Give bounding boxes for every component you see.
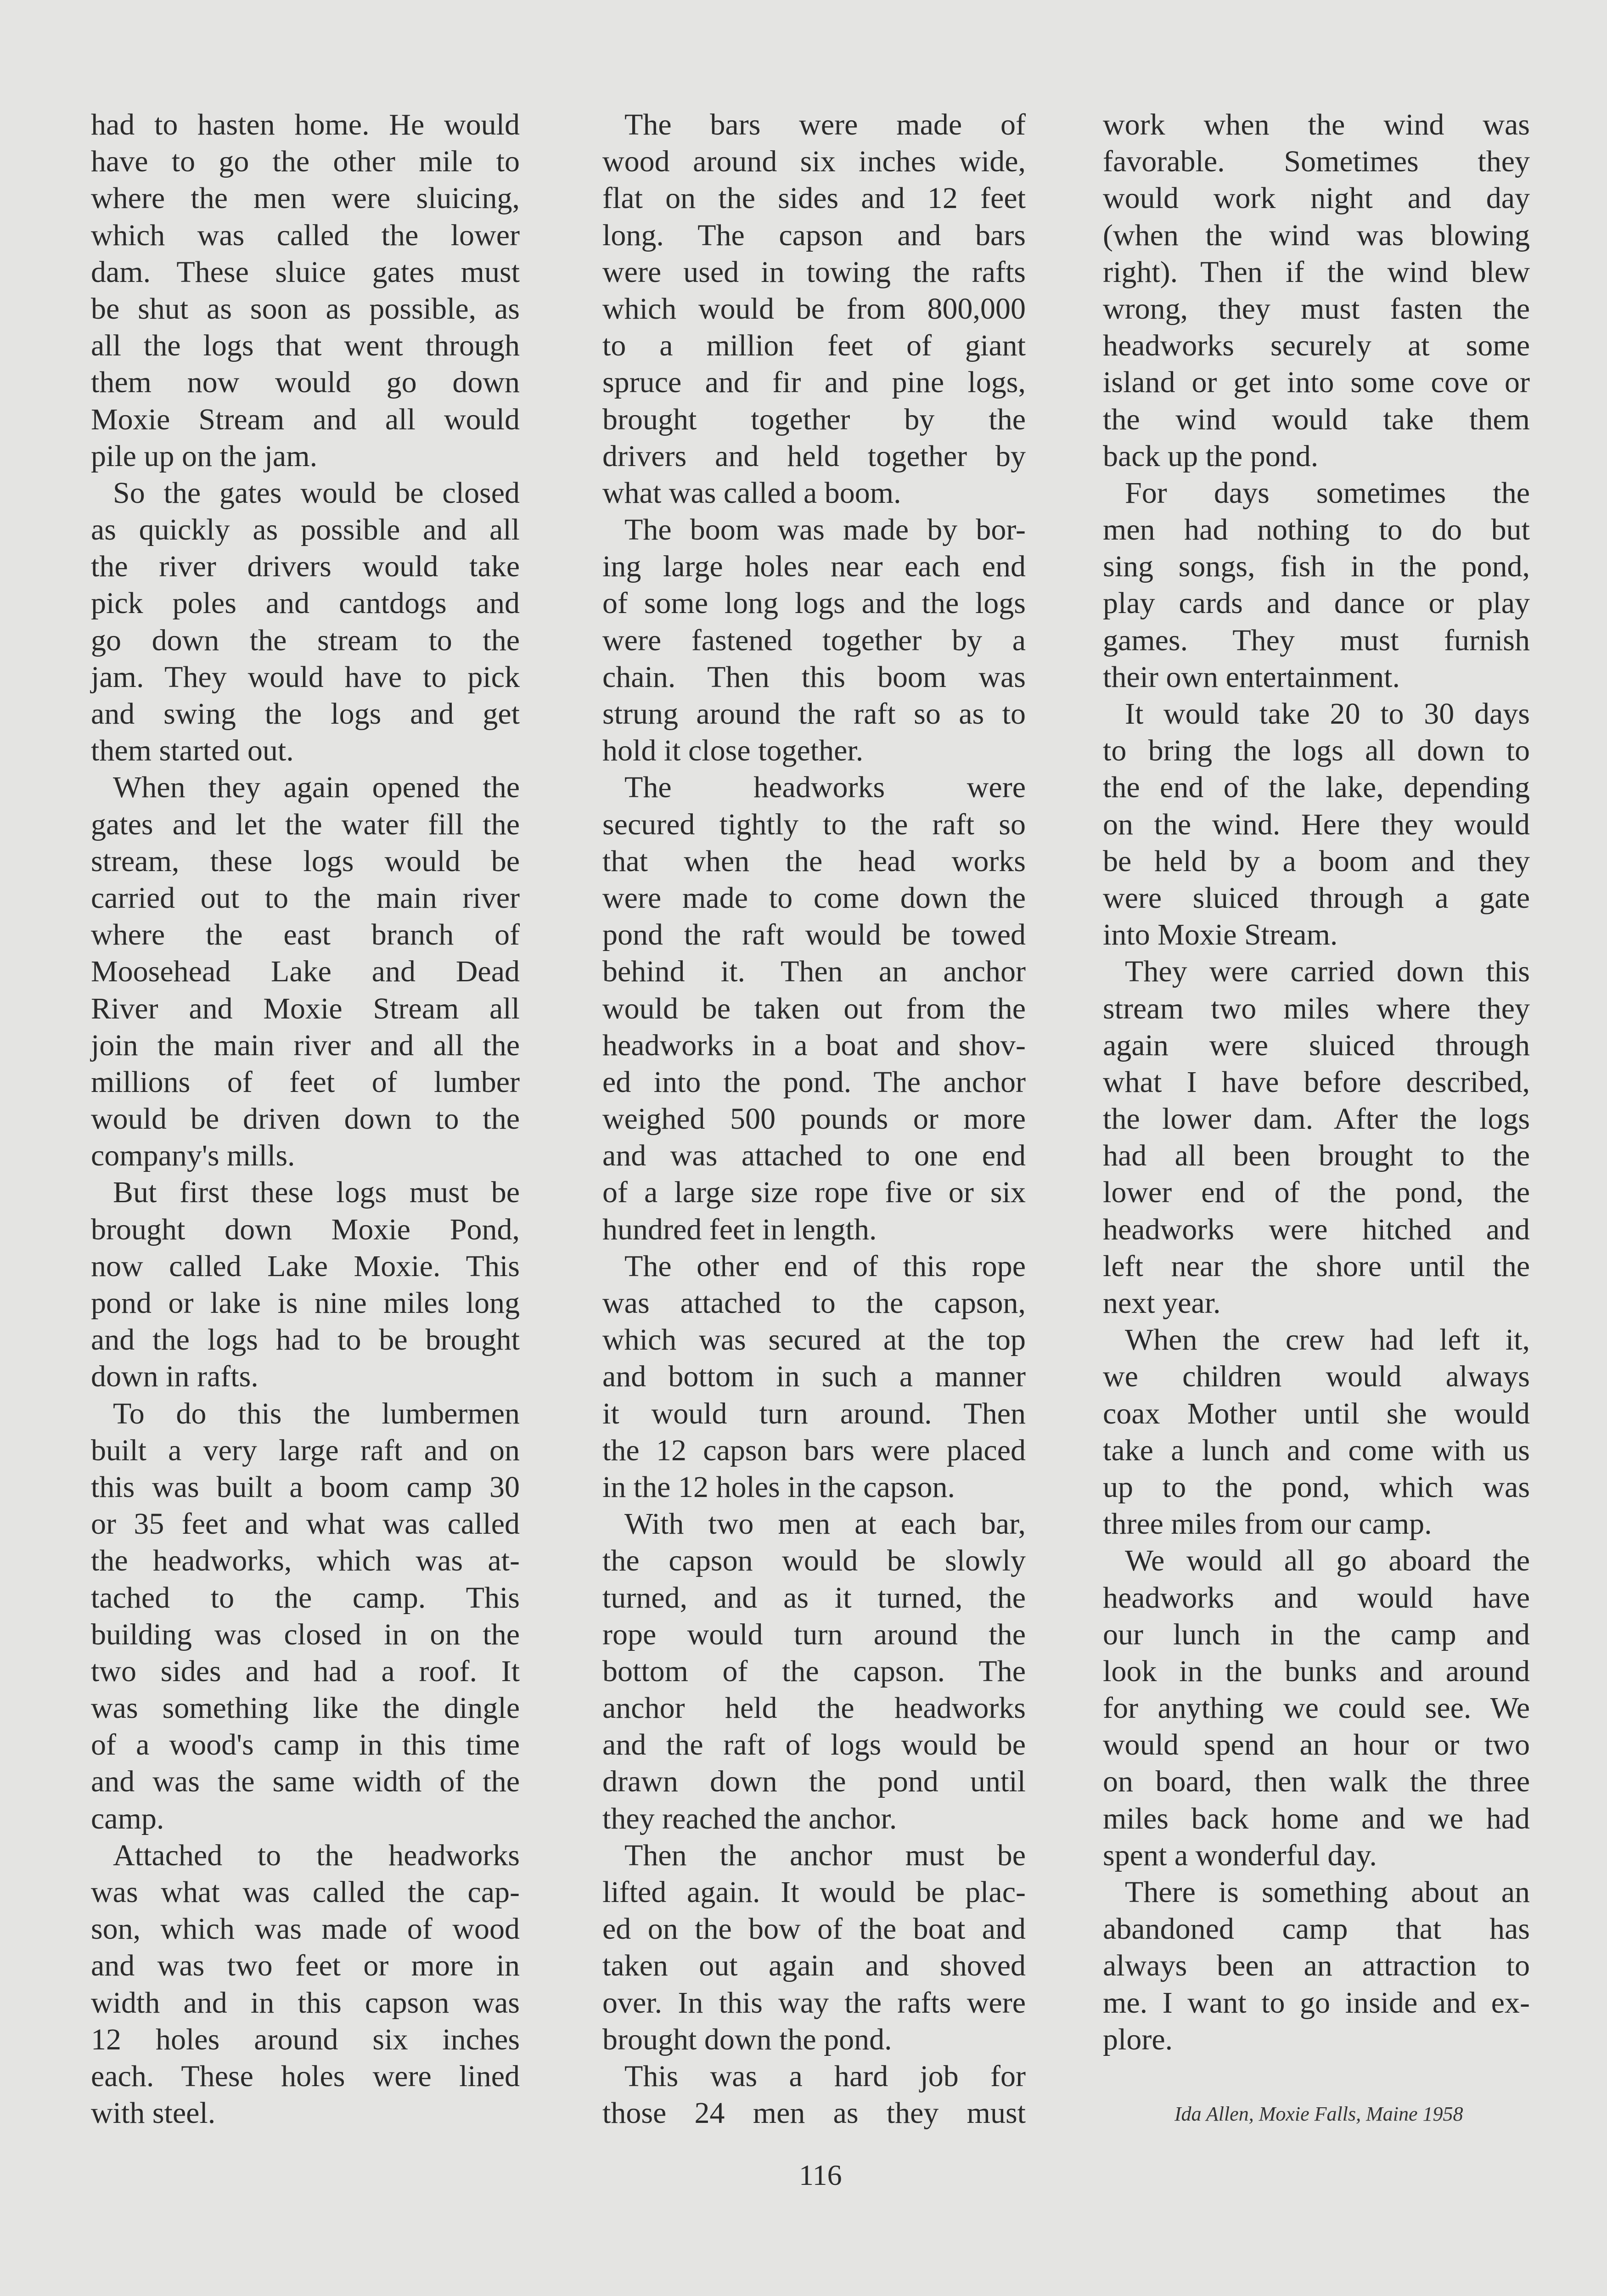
text-line: all the logs that went through (91, 329, 520, 363)
text-line: weighed 500 pounds or more (602, 1102, 1026, 1136)
text-line: me. I want to go inside and ex- (1103, 1986, 1530, 2020)
text-line: ed on the bow of the boat and (602, 1912, 1026, 1946)
text-line: right). Then if the wind blew (1103, 255, 1530, 289)
text-line: which was called the lower (91, 218, 520, 252)
text-line: This was a hard job for (624, 2059, 1026, 2093)
text-line: it would turn around. Then (602, 1396, 1026, 1430)
text-line: secured tightly to the raft so (602, 807, 1026, 841)
text-line: work when the wind was (1103, 108, 1530, 141)
text-line: company's mills. (91, 1139, 295, 1173)
text-line: To do this the lumbermen (113, 1396, 520, 1430)
text-line: There is something about an (1125, 1875, 1530, 1909)
text-line: of some long logs and the logs (602, 586, 1026, 620)
text-line: had to hasten home. He would (91, 108, 520, 141)
text-line: The other end of this rope (624, 1249, 1026, 1283)
text-line: It would take 20 to 30 days (1125, 697, 1530, 731)
text-line: brought down Moxie Pond, (91, 1212, 520, 1246)
text-line: turned, and as it turned, the (602, 1581, 1026, 1615)
text-line: had all been brought to the (1103, 1139, 1530, 1173)
text-line: The bars were made of (624, 108, 1026, 141)
text-line: pick poles and cantdogs and (91, 586, 520, 620)
text-line: So the gates would be closed (113, 476, 520, 510)
text-line: left near the shore until the (1103, 1249, 1530, 1283)
text-line: the wind would take them (1103, 402, 1530, 436)
text-line: was what was called the cap- (91, 1875, 520, 1909)
text-line: and was two feet or more in (91, 1949, 520, 1983)
text-line: We would all go aboard the (1125, 1544, 1530, 1578)
text-line: built a very large raft and on (91, 1433, 520, 1467)
text-line: have to go the other mile to (91, 145, 520, 179)
text-line: strung around the raft so as to (602, 697, 1026, 731)
text-line: into Moxie Stream. (1103, 918, 1338, 952)
text-line: of a large size rope five or six (602, 1176, 1026, 1210)
text-line: carried out to the main river (91, 881, 520, 915)
text-column-1 (91, 107, 520, 2132)
text-line: When they again opened the (113, 771, 520, 805)
text-line: stream, these logs would be (91, 844, 520, 878)
text-line: where the east branch of (91, 918, 520, 952)
text-line: what was called a boom. (602, 476, 901, 510)
text-line: favorable. Sometimes they (1103, 145, 1530, 179)
text-line: two sides and had a roof. It (91, 1654, 520, 1688)
text-line: gates and let the water fill the (91, 807, 520, 841)
text-line: lower end of the pond, the (1103, 1176, 1530, 1210)
text-line: and was attached to one end (602, 1139, 1026, 1173)
text-line: Moxie Stream and all would (91, 402, 520, 436)
text-line: we children would always (1103, 1360, 1530, 1394)
text-line: men had nothing to do but (1103, 513, 1530, 547)
text-line: millions of feet of lumber (91, 1065, 520, 1099)
text-line: to a million feet of giant (602, 329, 1026, 363)
text-line: up to the pond, which was (1103, 1470, 1530, 1504)
text-line: next year. (1103, 1286, 1221, 1320)
text-line: Then the anchor must be (624, 1838, 1026, 1872)
text-line: join the main river and all the (91, 1028, 520, 1062)
text-line: where the men were sluicing, (91, 181, 520, 215)
text-line: wrong, they must fasten the (1103, 292, 1530, 326)
text-line: each. These holes were lined (91, 2059, 520, 2093)
text-line: take a lunch and come with us (1103, 1433, 1530, 1467)
text-line: taken out again and shoved (602, 1949, 1026, 1983)
text-line: be shut as soon as possible, as (91, 292, 520, 326)
text-line: those 24 men as they must (602, 2096, 1026, 2130)
text-line: would work night and day (1103, 181, 1530, 215)
text-line: and swing the logs and get (91, 697, 520, 731)
text-line: (when the wind was blowing (1103, 218, 1530, 252)
text-line: tached to the camp. This (91, 1581, 520, 1615)
text-line: our lunch in the camp and (1103, 1617, 1530, 1651)
text-line: on board, then walk the three (1103, 1765, 1530, 1799)
text-line: over. In this way the rafts were (602, 1986, 1026, 2020)
text-line: them started out. (91, 734, 294, 768)
text-line: were fastened together by a (602, 623, 1026, 657)
text-line: building was closed in on the (91, 1617, 520, 1651)
text-line: pond or lake is nine miles long (91, 1286, 520, 1320)
text-line: were used in towing the rafts (602, 255, 1026, 289)
text-line: again were sluiced through (1103, 1028, 1530, 1062)
text-line: back up the pond. (1103, 439, 1319, 473)
text-line: go down the stream to the (91, 623, 520, 657)
text-line: would be driven down to the (91, 1102, 520, 1136)
text-line: the headworks, which was at- (91, 1544, 520, 1578)
text-line: Moosehead Lake and Dead (91, 955, 520, 989)
text-line: what I have before described, (1103, 1065, 1530, 1099)
text-line: drivers and held together by (602, 439, 1026, 473)
text-line: pile up on the jam. (91, 439, 318, 473)
text-line: the lower dam. After the logs (1103, 1102, 1530, 1136)
text-line: sing songs, fish in the pond, (1103, 550, 1530, 584)
text-line: and the logs had to be brought (91, 1323, 520, 1357)
text-line: plore. (1103, 2022, 1173, 2056)
text-line: play cards and dance or play (1103, 586, 1530, 620)
text-line: that when the head works (602, 844, 1026, 878)
text-line: headworks were hitched and (1103, 1212, 1530, 1246)
text-line: for anything we could see. We (1103, 1691, 1530, 1725)
text-line: which would be from 800,000 (602, 292, 1026, 326)
text-line: spent a wonderful day. (1103, 1838, 1377, 1872)
text-line: now called Lake Moxie. This (91, 1249, 520, 1283)
text-line: chain. Then this boom was (602, 660, 1026, 694)
text-line: or 35 feet and what was called (91, 1507, 520, 1541)
text-line: and was the same width of the (91, 1765, 520, 1799)
text-line: and bottom in such a manner (602, 1360, 1026, 1394)
text-line: them now would go down (91, 366, 520, 400)
text-line: pond the raft would be towed (602, 918, 1026, 952)
text-line: the end of the lake, depending (1103, 771, 1530, 805)
text-line: of a wood's camp in this time (91, 1728, 520, 1762)
text-line: the capson would be slowly (602, 1544, 1026, 1578)
text-line: lifted again. It would be plac- (602, 1875, 1026, 1909)
text-line: brought down the pond. (602, 2022, 892, 2056)
text-line: headworks in a boat and shov- (602, 1028, 1026, 1062)
text-line: which was secured at the top (602, 1323, 1026, 1357)
text-line: dam. These sluice gates must (91, 255, 520, 289)
text-line: coax Mother until she would (1103, 1396, 1530, 1430)
text-line: this was built a boom camp 30 (91, 1470, 520, 1504)
text-line: down in rafts. (91, 1360, 258, 1394)
text-line: be held by a boom and they (1103, 844, 1530, 878)
text-line: anchor held the headworks (602, 1691, 1026, 1725)
text-line: would be taken out from the (602, 991, 1026, 1025)
text-line: and the raft of logs would be (602, 1728, 1026, 1762)
text-line: headworks and would have (1103, 1581, 1530, 1615)
text-column-3 (1103, 107, 1530, 2058)
text-line: hold it close together. (602, 734, 864, 768)
text-line: They were carried down this (1125, 955, 1530, 989)
text-line: were made to come down the (602, 881, 1026, 915)
text-line: behind it. Then an anchor (602, 955, 1026, 989)
text-line: The headworks were (624, 771, 1026, 805)
text-line: width and in this capson was (91, 1986, 520, 2020)
text-line: were sluiced through a gate (1103, 881, 1530, 915)
text-line: three miles from our camp. (1103, 1507, 1432, 1541)
text-line: hundred feet in length. (602, 1212, 877, 1246)
text-line: in the 12 holes in the capson. (602, 1470, 955, 1504)
text-line: as quickly as possible and all (91, 513, 520, 547)
text-line: wood around six inches wide, (602, 145, 1026, 179)
text-line: the river drivers would take (91, 550, 520, 584)
text-line: camp. (91, 1801, 164, 1835)
text-line: rope would turn around the (602, 1617, 1026, 1651)
text-line: long. The capson and bars (602, 218, 1026, 252)
text-line: flat on the sides and 12 feet (602, 181, 1026, 215)
author-signature: Ida Allen, Moxie Falls, Maine 1958 (1174, 2103, 1463, 2125)
text-line: ed into the pond. The anchor (602, 1065, 1026, 1099)
text-line: they reached the anchor. (602, 1801, 897, 1835)
text-line: For days sometimes the (1125, 476, 1530, 510)
text-line: Attached to the headworks (113, 1838, 520, 1872)
text-line: was something like the dingle (91, 1691, 520, 1725)
text-column-2 (602, 107, 1026, 2132)
text-line: games. They must furnish (1103, 623, 1530, 657)
text-line: their own entertainment. (1103, 660, 1400, 694)
text-line: to bring the logs all down to (1103, 734, 1530, 768)
text-line: spruce and fir and pine logs, (602, 366, 1026, 400)
text-line: with steel. (91, 2096, 216, 2130)
text-line: bottom of the capson. The (602, 1654, 1026, 1688)
text-line: look in the bunks and around (1103, 1654, 1530, 1688)
text-line: on the wind. Here they would (1103, 807, 1530, 841)
text-line: abandoned camp that has (1103, 1912, 1530, 1946)
page-number: 116 (799, 2159, 842, 2191)
text-line: brought together by the (602, 402, 1026, 436)
text-line: River and Moxie Stream all (91, 991, 520, 1025)
text-line: was attached to the capson, (602, 1286, 1026, 1320)
text-line: ing large holes near each end (602, 550, 1026, 584)
text-line: son, which was made of wood (91, 1912, 520, 1946)
text-line: drawn down the pond until (602, 1765, 1026, 1799)
text-line: always been an attraction to (1103, 1949, 1530, 1983)
text-line: the 12 capson bars were placed (602, 1433, 1026, 1467)
text-line: With two men at each bar, (624, 1507, 1026, 1541)
text-line: The boom was made by bor- (624, 513, 1026, 547)
text-line: island or get into some cove or (1103, 366, 1530, 400)
text-line: miles back home and we had (1103, 1801, 1530, 1835)
text-line: headworks securely at some (1103, 329, 1530, 363)
text-line: But first these logs must be (113, 1176, 520, 1210)
text-line: jam. They would have to pick (91, 660, 520, 694)
text-line: would spend an hour or two (1103, 1728, 1530, 1762)
text-line: stream two miles where they (1103, 991, 1530, 1025)
text-line: 12 holes around six inches (91, 2022, 520, 2056)
text-line: When the crew had left it, (1125, 1323, 1530, 1357)
